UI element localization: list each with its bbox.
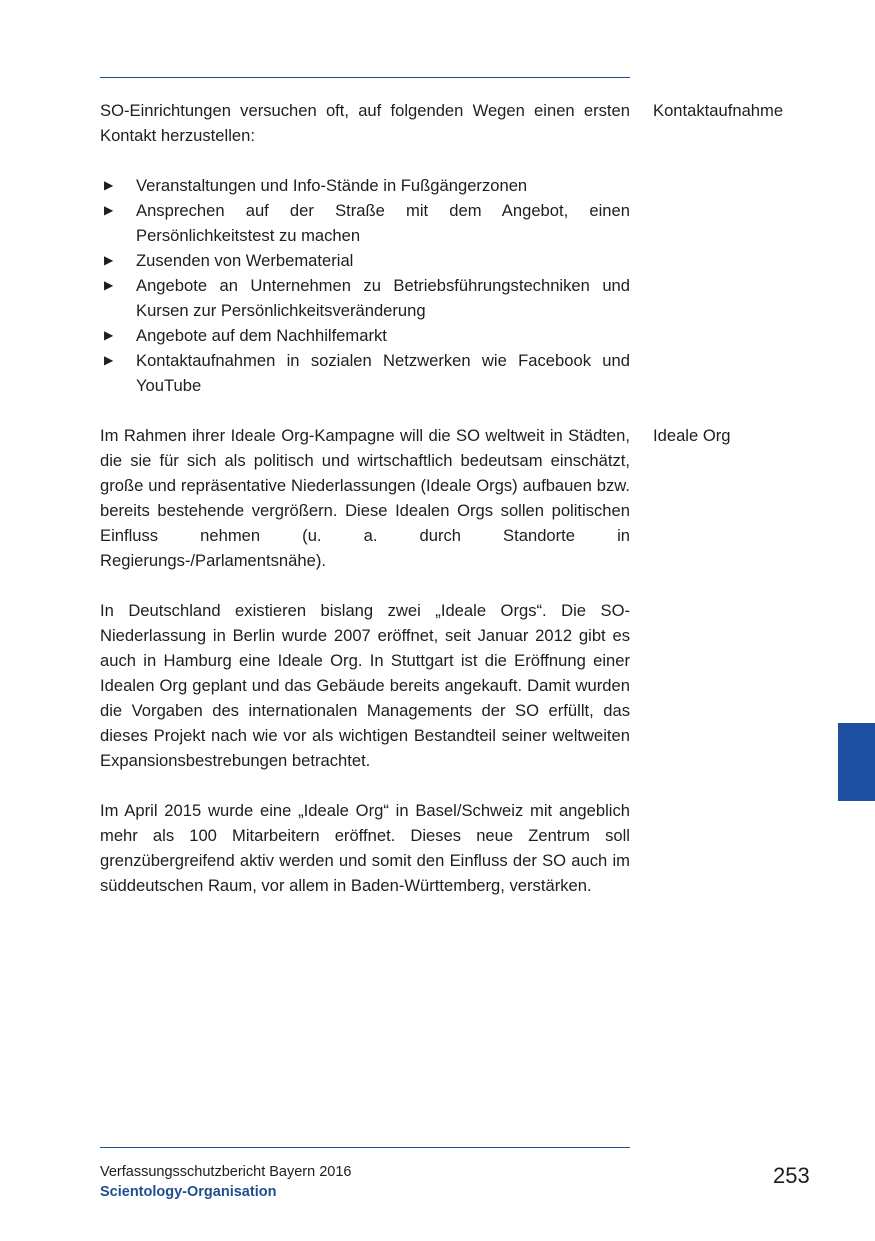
list-item: ▶ Kontaktaufnahmen in sozialen Netzwerken wie Facebook und YouTube [100,348,630,398]
footer-chapter: Scientology-Organisation [100,1184,277,1200]
triangle-right-icon: ▶ [104,353,114,367]
contact-methods-list [100,173,630,398]
ideal-org-paragraph: Im Rahmen ihrer Ideale Org-Kampagne will die SO weltweit in Städten, die sie für sich als politisch und wirtschaftlich bedeutsam einschätzt, große und repräsentative Niederlassungen (Ideale Orgs) aufbauen bzw. bereits bestehende vergrößern. Diese Idealen Orgs sollen politischen Einfluss nehmen (u. a. durch Standorte in Regierungs-/Parlamentsnähe). [100,426,630,570]
list-item: ▶ Veranstaltungen und Info-Stände in Fußgängerzonen [100,173,630,198]
triangle-right-icon: ▶ [104,178,114,192]
germany-paragraph: In Deutschland existieren bislang zwei „Ideale Orgs“. Die SO-Niederlassung in Berlin wurde 2007 eröffnet, seit Januar 2012 gibt es auch in Hamburg eine Ideale Org. In Stuttgart ist die Eröffnung einer Idealen Org geplant und das Gebäude bereits angekauft. Damit wurden die Vorgaben des internationalen Managements der SO erfüllt, das dieses Projekt nach wie vor als wichtigen Bestandteil seiner weltweiten Expansionsbestrebungen betrachtet. [100,601,630,770]
list-item: ▶ Angebote auf dem Nachhilfemarkt [100,323,630,348]
list-item: ▶ Zusenden von Werbematerial [100,248,630,273]
triangle-right-icon: ▶ [104,278,114,292]
list-item: ▶ Angebote an Unternehmen zu Betriebsführungstechniken und Kursen zur Persönlichkeitsveränderung [100,273,630,323]
top-rule [100,77,630,78]
main-column [100,98,630,898]
triangle-right-icon: ▶ [104,328,114,342]
basel-paragraph: Im April 2015 wurde eine „Ideale Org“ in Basel/Schweiz mit angeblich mehr als 100 Mitarbeitern eröffnet. Dieses neue Zentrum soll grenzübergreifend aktiv werden und somit den Einfluss der SO auch im süddeutschen Raum, vor allem in Baden-Württemberg, verstärken. [100,801,630,895]
sidenote-contact: Kontaktaufnahme [653,101,784,120]
sidenote-ideal-org: Ideale Org [653,426,731,445]
triangle-right-icon: ▶ [104,203,114,217]
intro-paragraph: SO-Einrichtungen versuchen oft, auf folgenden Wegen einen ersten Kontakt herzustellen: [100,101,630,145]
page-number: 253 [773,1163,810,1188]
triangle-right-icon: ▶ [104,253,114,267]
bottom-rule [100,1147,630,1148]
footer-publication: Verfassungsschutzbericht Bayern 2016 [100,1164,352,1180]
list-item: ▶ Ansprechen auf der Straße mit dem Angebot, einen Persönlichkeitstest zu machen [100,198,630,248]
chapter-side-tab [838,723,875,801]
